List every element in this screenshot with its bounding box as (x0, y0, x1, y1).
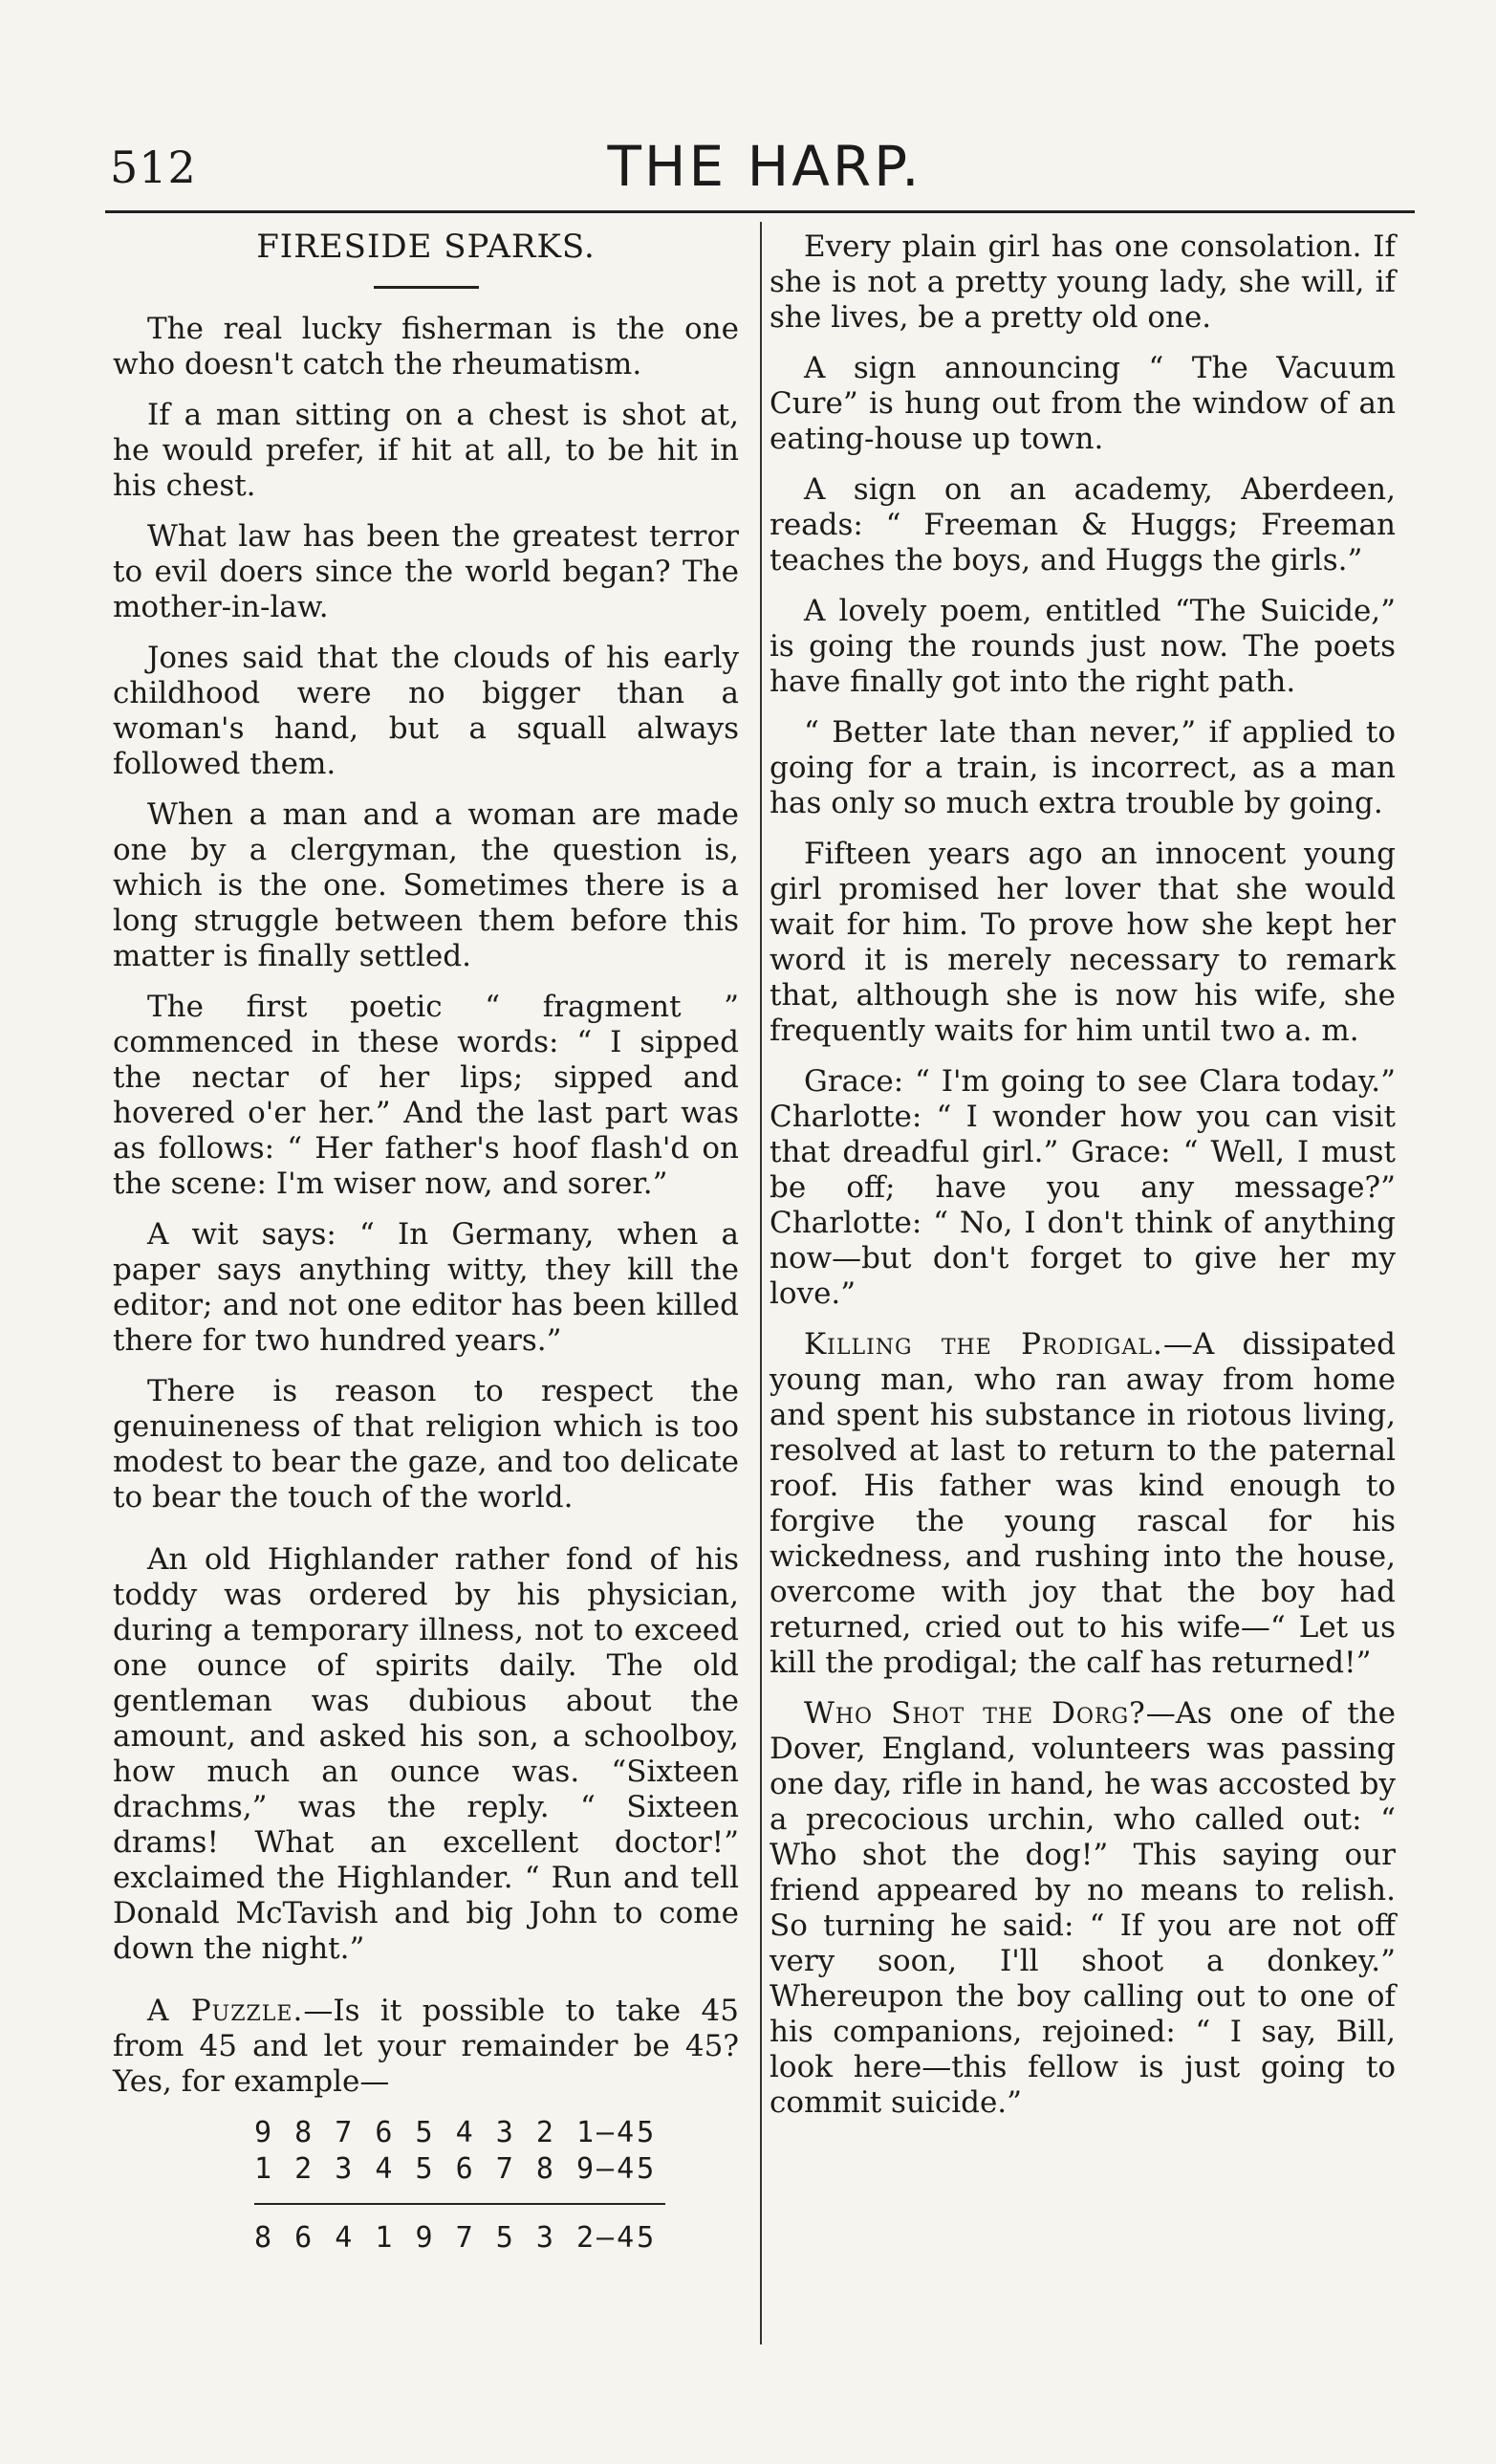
paragraph: Jones said that the clouds of his early childhood were no bigger than a woman's hand, but a squall always followed them. (113, 641, 739, 781)
dorg-text: —As one of the Dover, England, volunteers was passing one day, rifle in hand, he was accosted by a precocious urchin, who called out: “ Who shot the dog!” This saying our friend appeared by no means to relish. So turning he said: “ If you are not off very soon, I'll shoot a donkey.” Whereupon the boy calling out to one of his companions, rejoined: “ I say, Bill, look here—this fellow is just going to commit suicide.” (770, 1696, 1396, 2120)
puzzle-result: 8 6 4 1 9 7 5 3 2—45 (254, 2221, 658, 2255)
paragraph: There is reason to respect the genuineness of that religion which is too modest to bear the gaze, and too delicate to bear the touch of the world. (113, 1374, 739, 1515)
prodigal-text: —A dissipated young man, who ran away from home and spent his substance in riotous living, resolved at last to return to the paternal roof. His father was kind enough to forgive the young rascal for his wickedness, and rushing into the house, overcome with joy that the boy had returned, cried out to his wife—“ Let us kill the prodigal; the calf has returned!” (770, 1327, 1396, 1680)
puzzle-line: 1 2 3 4 5 6 7 8 9—45 (254, 2152, 658, 2186)
puzzle-rule (254, 2203, 665, 2205)
column-divider (760, 222, 762, 2344)
dorg-lead: Who Shot the Dorg? (804, 1696, 1146, 1731)
puzzle-text: —Is it possible to take 45 from 45 and let your remainder be 45? Yes, for example— (113, 1994, 739, 2099)
prodigal-lead: Killing the Prodigal. (804, 1327, 1163, 1362)
page-number: 512 (110, 142, 197, 193)
paragraph: If a man sitting on a chest is shot at, he would prefer, if hit at all, to be hit in his chest. (113, 398, 739, 503)
header-rule (105, 210, 1415, 213)
right-column (770, 229, 1396, 2136)
paragraph: Every plain girl has one consolation. If she is not a pretty young lady, she will, if she lives, be a pretty old one. (770, 229, 1396, 335)
puzzle-paragraph (113, 1994, 739, 2100)
paragraph: A wit says: “ In Germany, when a paper says anything witty, they kill the editor; and not one editor has been killed there for two hundred years.” (113, 1217, 739, 1358)
paragraph: A sign on an academy, Aberdeen, reads: “ Freeman & Huggs; Freeman teaches the boys, and Huggs the girls.” (770, 472, 1396, 578)
paragraph: A sign announcing “ The Vacuum Cure” is hung out from the window of an eating-house up town. (770, 351, 1396, 456)
left-column (113, 229, 739, 2257)
paragraph: The real lucky fisherman is the one who doesn't catch the rheumatism. (113, 312, 739, 382)
paragraph: What law has been the greatest terror to evil doers since the world began? The mother-in-law. (113, 519, 739, 624)
section-title: FIRESIDE SPARKS. (256, 228, 596, 266)
running-title: THE HARP. (607, 134, 922, 199)
prodigal-paragraph (770, 1327, 1396, 1681)
paragraph: “ Better late than never,” if applied to going for a train, is incorrect, as a man has only so much extra trouble by going. (770, 715, 1396, 820)
paragraph: Fifteen years ago an innocent young girl promised her lover that she would wait for him. To prove how she kept her word it is merely necessary to remark that, although she is now his wife, she frequently waits for him until two a. m. (770, 837, 1396, 1048)
paragraph: When a man and a woman are made one by a clergyman, the question is, which is the one. Sometimes there is a long struggle between them before this matter is finally settled. (113, 797, 739, 973)
puzzle-lead: A Puzzle. (147, 1994, 304, 2028)
dorg-paragraph (770, 1696, 1396, 2121)
paragraph: The first poetic “ fragment ” commenced in these words: “ I sipped the nectar of her lips; sipped and hovered o'er her.” And the last part was as follows: “ Her father's hoof flash'd on the scene: I'm wiser now, and sorer.” (113, 990, 739, 1201)
title-rule (374, 286, 479, 289)
puzzle-example (113, 2115, 739, 2257)
paragraph: Grace: “ I'm going to see Clara today.” Charlotte: “ I wonder how you can visit that dreadful girl.” Grace: “ Well, I must be off; have you any message?” Charlotte: “ No, I don't think of anything now—but don't forget to give her my love.” (770, 1064, 1396, 1311)
paragraph: A lovely poem, entitled “The Suicide,” is going the rounds just now. The poets have finally got into the right path. (770, 594, 1396, 699)
puzzle-line: 9 8 7 6 5 4 3 2 1—45 (254, 2116, 658, 2149)
paragraph: An old Highlander rather fond of his toddy was ordered by his physician, during a temporary illness, not to exceed one ounce of spirits daily. The old gentleman was dubious about the amount, and asked his son, a schoolboy, how much an ounce was. “Sixteen drachms,” was the reply. “ Sixteen drams! What an excellent doctor!” exclaimed the Highlander. “ Run and tell Donald McTavish and big John to come down the night.” (113, 1542, 739, 1966)
page-header (105, 134, 1424, 210)
